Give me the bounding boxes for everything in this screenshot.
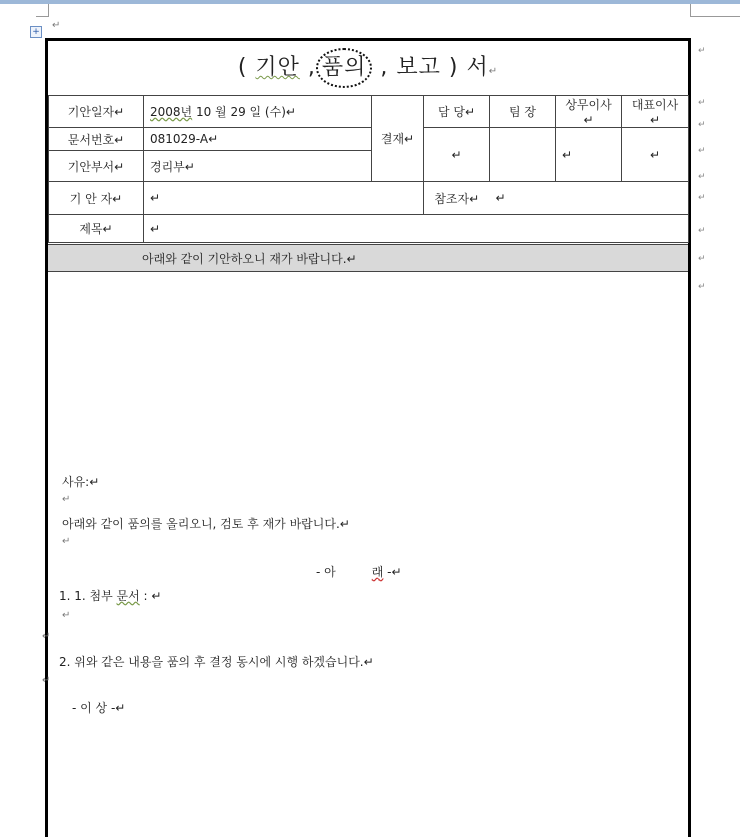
form-header-table [48,95,689,243]
title-paragraph-mark: ↵ [488,66,499,77]
right-paragraph-mark: ↵ [698,254,706,264]
approval-col-ceo: 대표이사↵ [622,96,689,128]
item-2: 2. 위와 같은 내용을 품의 후 결정 동시에 시행 하겠습니다.↵ [59,655,374,669]
page-crop-mark-right [690,4,740,17]
doc-number-label: 문서번호↵ [49,128,144,151]
blank-line: ↵ [62,610,71,621]
request-line: 아래와 같이 품의를 올리오니, 검토 후 재가 바랍니다.↵ [62,517,350,531]
approval-form [42,38,691,837]
paragraph-mark: ↵ [52,20,61,31]
right-paragraph-mark: ↵ [698,46,706,56]
approval-col-team-lead: 팀 장 [490,96,556,128]
doc-number-value[interactable]: 081029-A↵ [144,128,372,151]
item-1-prefix: 1. 1. 첨부 [59,589,117,603]
approval-col-staff: 담 당↵ [424,96,490,128]
subject-label: 제목↵ [49,215,144,243]
title-separator-2: , [372,55,397,80]
below-heading [316,563,402,580]
right-paragraph-mark: ↵ [698,146,706,156]
drafter-label: 기 안 자↵ [49,182,144,215]
approval-sign-managing-director[interactable]: ↵ [556,128,622,182]
title-open: ( [237,55,256,80]
below-heading-part-b: 래 [371,565,384,579]
right-paragraph-mark: ↵ [698,282,706,292]
form-title [48,41,688,96]
draft-date-label: 기안일자↵ [49,96,144,128]
blank-line: ↵ [62,494,71,505]
draft-date-value[interactable] [144,96,372,128]
right-paragraph-mark: ↵ [698,226,706,236]
page-crop-mark-left [36,4,49,17]
below-heading-part-a: - 아 [316,565,336,579]
right-paragraph-mark: ↵ [698,193,706,203]
approval-sign-staff[interactable]: ↵ [424,128,490,182]
subject-value[interactable]: ↵ [144,215,689,243]
drafter-value[interactable]: ↵ [144,182,424,215]
below-heading-part-c: -↵ [383,565,402,579]
window-top-border [0,0,740,4]
item-1-suffix: : ↵ [139,589,162,603]
reason-label: 사유:↵ [62,475,100,489]
item-1 [59,587,161,604]
approval-label: 결재↵ [372,96,424,182]
right-paragraph-mark: ↵ [698,98,706,108]
draft-date-rest: 10 월 29 일 (수)↵ [192,105,296,119]
notice-bar: 아래와 같이 기안하오니 재가 바랍니다.↵ [48,244,688,272]
title-option-report: 보고 [396,55,441,80]
dept-value[interactable]: 경리부↵ [144,151,372,182]
reference-label: 참조자↵ [424,182,490,215]
title-close: ) 서 [440,55,489,80]
title-option-proposal-circled: 품의 [316,48,373,88]
right-paragraph-mark: ↵ [698,120,706,130]
blank-line: ↵ [42,631,51,642]
right-paragraph-mark: ↵ [698,172,706,182]
dept-label: 기안부서↵ [49,151,144,182]
title-option-draft: 기안 [255,55,300,80]
draft-date-year: 2008년 [150,105,193,119]
table-move-handle-icon[interactable]: + [30,26,42,38]
item-1-word: 문서 [116,589,140,603]
blank-line: ↵ [42,675,51,686]
blank-line: ↵ [62,536,71,547]
end-mark: - 이 상 -↵ [72,701,126,715]
title-separator-1: , [299,55,316,80]
approval-sign-team-lead[interactable] [490,128,556,182]
approval-sign-ceo[interactable]: ↵ [622,128,689,182]
reference-value[interactable]: ↵ [490,182,689,215]
approval-col-managing-director: 상무이사↵ [556,96,622,128]
